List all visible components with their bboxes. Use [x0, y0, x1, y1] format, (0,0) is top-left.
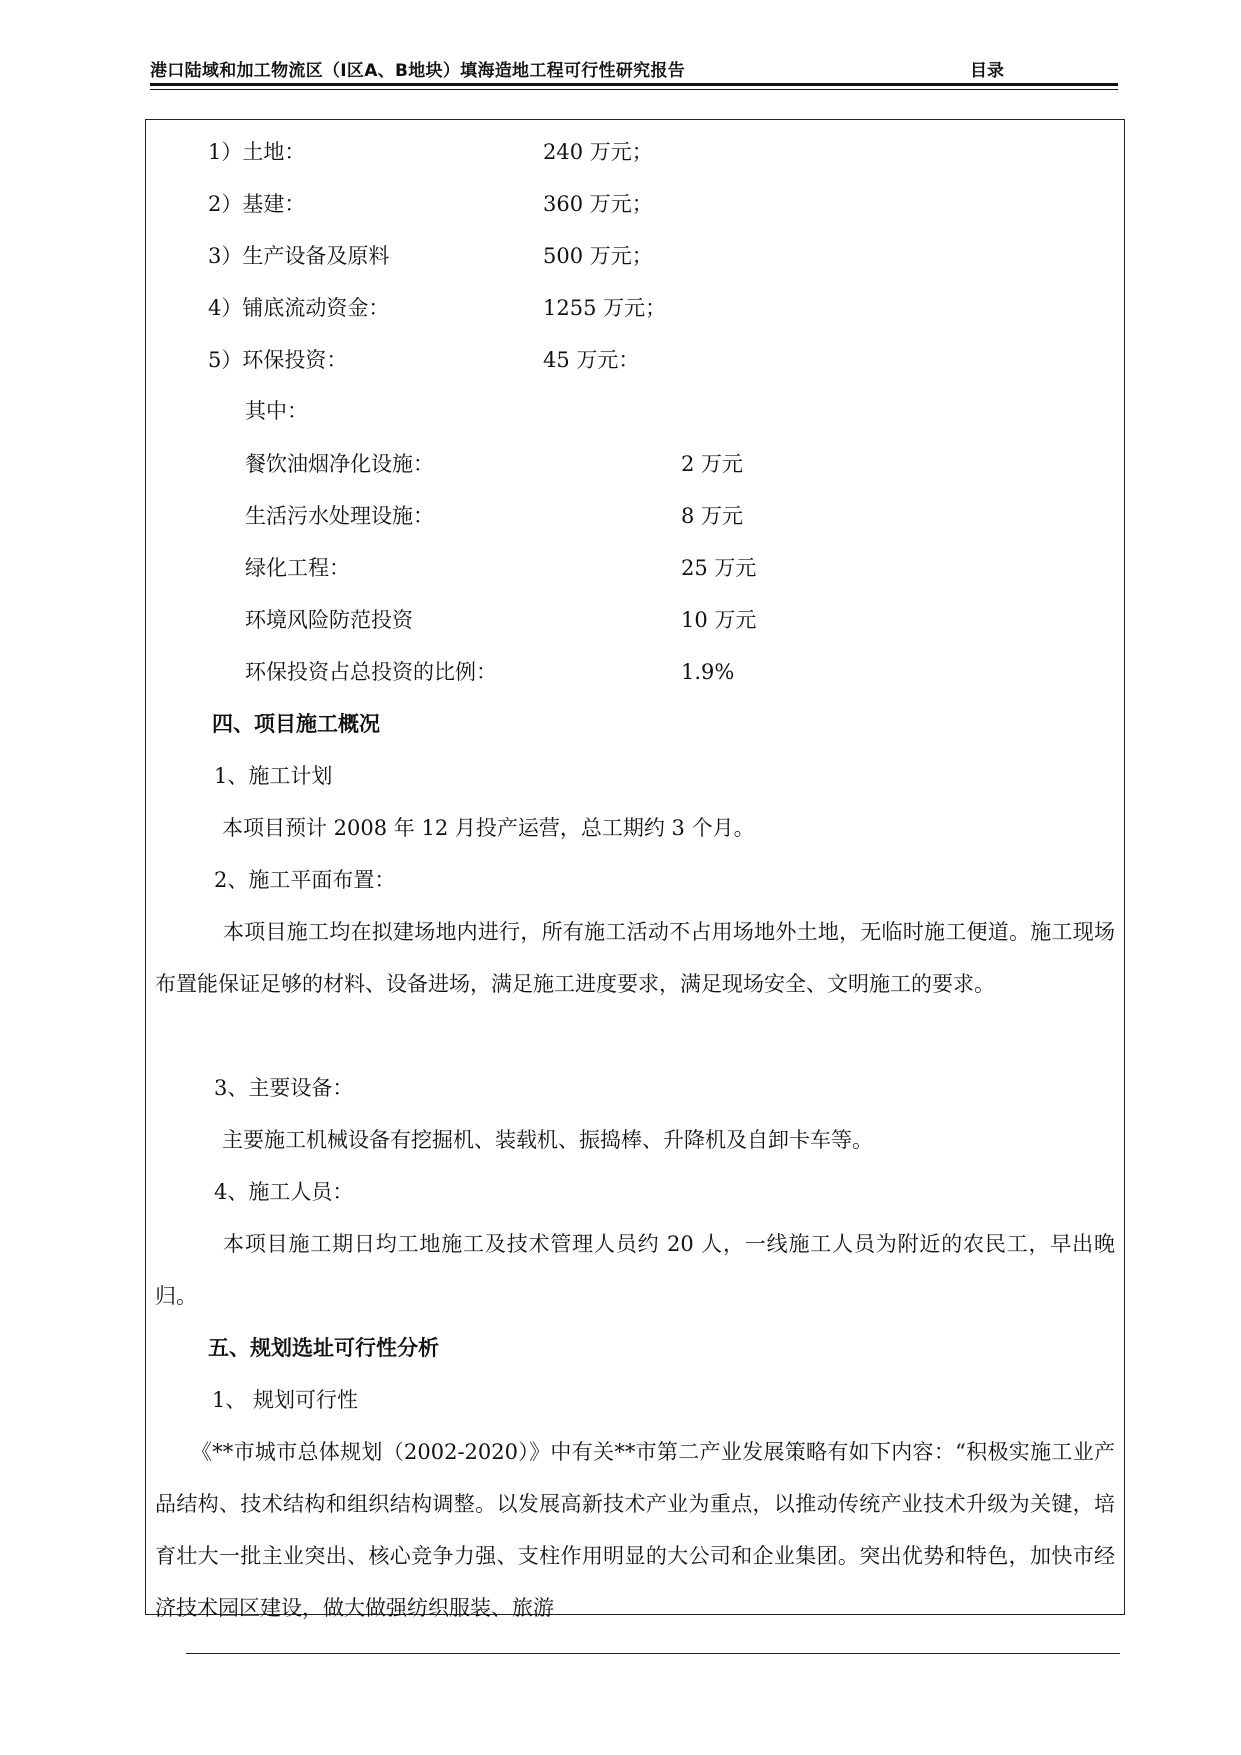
investment-item-value: 360 万元；: [543, 192, 653, 216]
report-title: 港口陆域和加工物流区（Ⅰ区A、B地块）填海造地工程可行性研究报告: [150, 61, 686, 81]
sub-items-title: 其中：: [245, 399, 308, 423]
paragraph: 本项目预计 2008 年 12 月投产运营，总工期约 3 个月。: [222, 816, 755, 840]
subsection-title: 1、施工计划: [214, 764, 333, 788]
paragraph: 本项目施工期日均工地施工及技术管理人员约 20 人，一线施工人员为附近的农民工，早出晚归。: [155, 1232, 1115, 1308]
env-item-value: 10 万元: [681, 608, 757, 632]
investment-item-label: 3）生产设备及原料: [208, 244, 390, 268]
env-item-value: 25 万元: [681, 556, 757, 580]
investment-item-label: 4）铺底流动资金：: [208, 296, 390, 320]
subsection-title: 2、施工平面布置：: [214, 868, 396, 892]
header-rule-thin: [150, 89, 1118, 90]
section-heading: 五、规划选址可行性分析: [208, 1336, 439, 1360]
env-item-value: 1.9%: [681, 660, 735, 684]
env-item-value: 8 万元: [681, 504, 744, 528]
paragraph: 《**市城市总体规划（2002-2020）》中有关**市第二产业发展策略有如下内容：“积极实施工业产品结构、技术结构和组织结构调整。以发展高新技术产业为重点，以推动传统产业技术升级为关键，培育壮大一批主业突出、核心竞争力强、支柱作用明显的大公司和企业集团。突出优势和特色，加快市经济技术园区建设，做大做强纺织服装、旅游: [155, 1440, 1115, 1620]
header-rule-thick: [150, 83, 1118, 86]
env-item-value: 2 万元: [681, 452, 744, 476]
investment-item-label: 1）土地：: [208, 140, 306, 164]
env-item-label: 环保投资占总投资的比例：: [245, 660, 497, 684]
investment-item-value: 500 万元；: [543, 244, 653, 268]
investment-item-label: 2）基建：: [208, 192, 306, 216]
section-heading: 四、项目施工概况: [212, 712, 380, 736]
paragraph: 主要施工机械设备有挖掘机、装载机、振捣棒、升降机及自卸卡车等。: [222, 1128, 873, 1152]
subsection-title: 3、主要设备：: [214, 1076, 354, 1100]
page-header: [150, 52, 1118, 82]
subsection-title: 1、 规划可行性: [212, 1388, 359, 1412]
env-item-label: 生活污水处理设施：: [245, 504, 434, 528]
env-item-label: 环境风险防范投资: [245, 608, 413, 632]
investment-item-value: 1255 万元；: [543, 296, 667, 320]
section-label: 目录: [970, 61, 1004, 81]
investment-item-value: 45 万元：: [543, 348, 640, 372]
paragraph: 本项目施工均在拟建场地内进行，所有施工活动不占用场地外土地，无临时施工便道。施工现场布置能保证足够的材料、设备进场，满足施工进度要求，满足现场安全、文明施工的要求。: [155, 920, 1115, 996]
investment-item-value: 240 万元；: [543, 140, 653, 164]
subsection-title: 4、施工人员：: [214, 1180, 354, 1204]
footer-rule: [186, 1653, 1120, 1654]
env-item-label: 绿化工程：: [245, 556, 350, 580]
env-item-label: 餐饮油烟净化设施：: [245, 452, 434, 476]
investment-item-label: 5）环保投资：: [208, 348, 348, 372]
